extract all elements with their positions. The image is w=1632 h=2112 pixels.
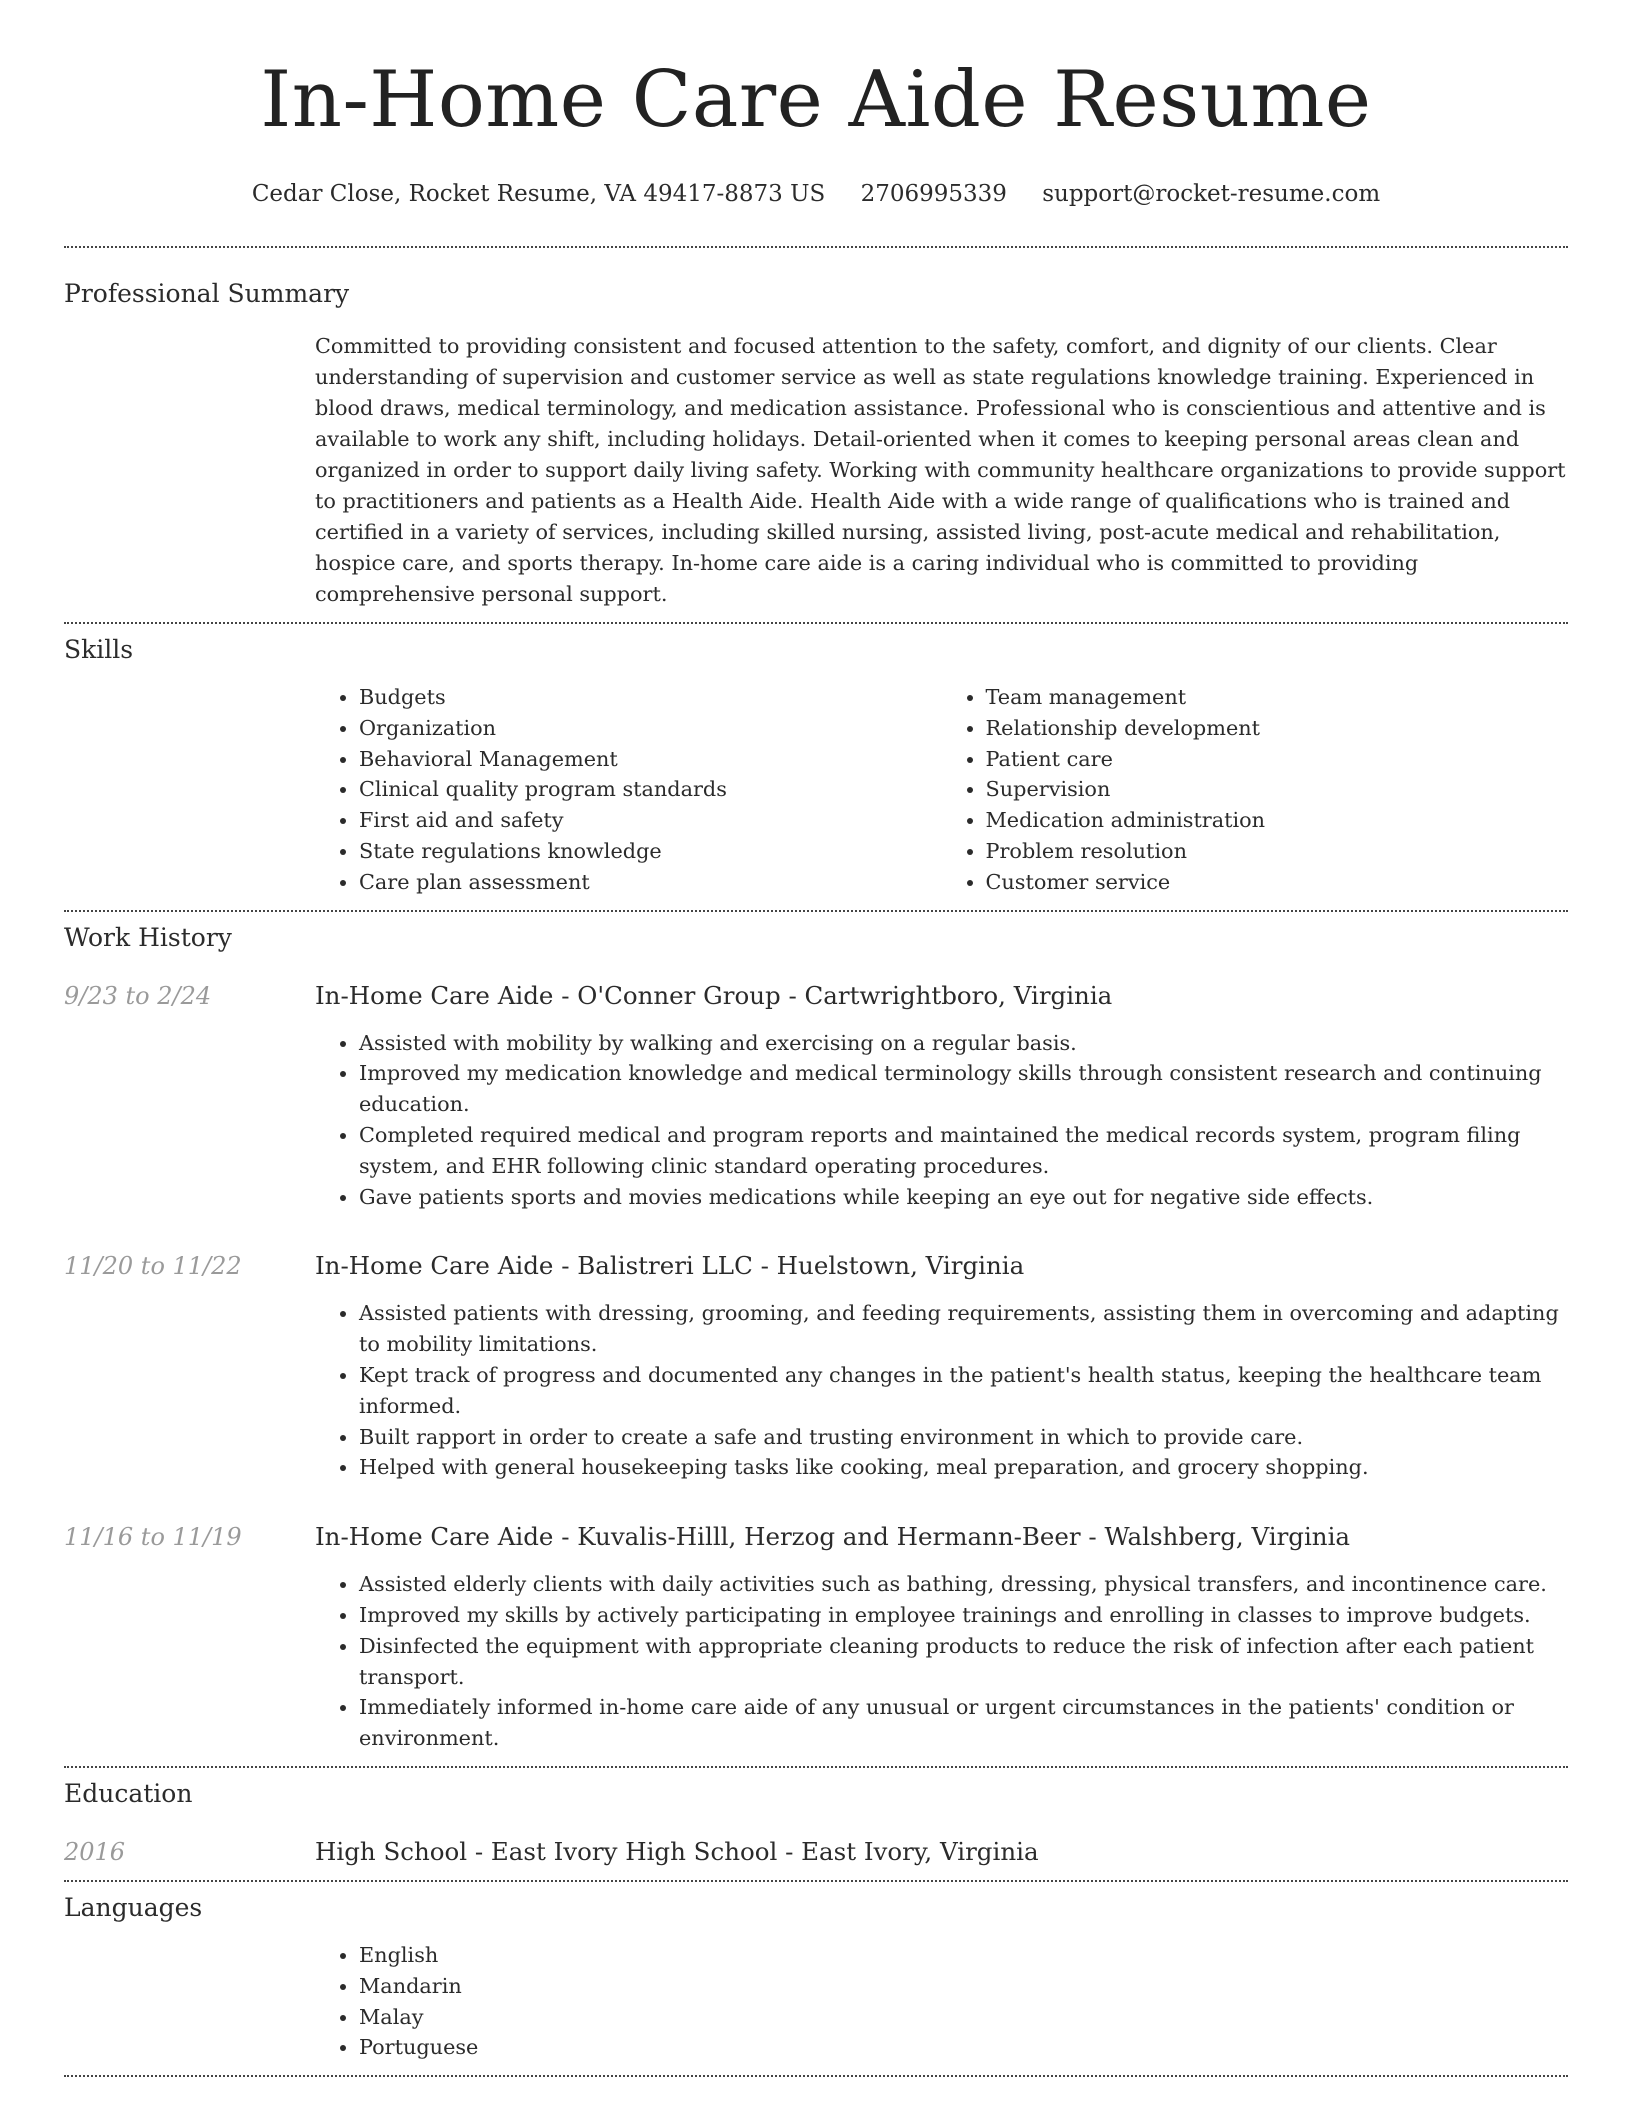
email: support@rocket-resume.com — [1042, 181, 1381, 207]
skill-item: • Problem resolution — [986, 836, 1569, 867]
section-heading-skills: Skills — [64, 635, 134, 664]
summary-section — [64, 248, 1568, 622]
skills-section — [64, 624, 1568, 910]
job-title: In-Home Care Aide - Kuvalis-Hilll, Herzog and Hermann-Beer - Walshberg, Virginia — [315, 1522, 1351, 1552]
language-item: • English — [359, 1940, 1568, 1971]
address: Cedar Close, Rocket Resume, VA 49417-8873 US — [251, 181, 826, 207]
education-section — [64, 1768, 1568, 1880]
job-bullets — [315, 1028, 1568, 1213]
skill-item: • Budgets — [359, 682, 942, 713]
job-bullets — [315, 1569, 1568, 1754]
job-title: In-Home Care Aide - Balistreri LLC - Huelstown, Virginia — [315, 1251, 1025, 1281]
job-bullet: • Improved my medication knowledge and medical terminology skills through consistent research and continuing education. — [359, 1058, 1568, 1120]
job-dates: 11/20 to 11/22 — [64, 1252, 242, 1281]
languages-section — [64, 1882, 1568, 2075]
skill-item: • Supervision — [986, 774, 1569, 805]
job-bullet: • Completed required medical and program reports and maintained the medical records system, program filing system, and EHR following clinic standard operating procedures. — [359, 1120, 1568, 1182]
language-item: • Malay — [359, 2002, 1568, 2033]
skill-item: • Customer service — [986, 867, 1569, 898]
skill-item: • Clinical quality program standards — [359, 774, 942, 805]
skill-item: • Relationship development — [986, 713, 1569, 744]
skill-item: • Patient care — [986, 744, 1569, 775]
divider — [64, 2075, 1568, 2077]
section-heading-languages: Languages — [64, 1892, 203, 1922]
job-bullet: • Assisted with mobility by walking and exercising on a regular basis. — [359, 1028, 1568, 1059]
contact-line — [64, 178, 1568, 210]
education-entry — [64, 1836, 1568, 1868]
skills-grid — [315, 682, 1568, 898]
resume-title: In-Home Care Aide Resume — [260, 55, 1372, 145]
job-entry — [64, 980, 1568, 1213]
job-title: In-Home Care Aide - O'Conner Group - Cartwrightboro, Virginia — [315, 980, 1113, 1010]
job-bullet: • Kept track of progress and documented any changes in the patient's health status, keeping the healthcare team informed. — [359, 1360, 1568, 1422]
language-item: • Portuguese — [359, 2032, 1568, 2063]
job-bullet: • Disinfected the equipment with appropriate cleaning products to reduce the risk of infection after each patient transport. — [359, 1631, 1568, 1693]
skill-item: • Behavioral Management — [359, 744, 942, 775]
job-bullet: • Assisted patients with dressing, grooming, and feeding requirements, assisting them in overcoming and adapting to mobility limitations. — [359, 1298, 1568, 1360]
skill-item: • Care plan assessment — [359, 867, 942, 898]
education-degree: High School - East Ivory High School - East Ivory, Virginia — [315, 1836, 1039, 1866]
language-item: • Mandarin — [359, 1971, 1568, 2002]
skill-item: • State regulations knowledge — [359, 836, 942, 867]
section-heading-work-history: Work History — [64, 922, 232, 952]
skills-list-left — [315, 682, 942, 898]
job-entry — [64, 1250, 1568, 1483]
skill-item: • First aid and safety — [359, 805, 942, 836]
job-bullet: • Helped with general housekeeping tasks like cooking, meal preparation, and grocery shopping. — [359, 1452, 1568, 1483]
job-dates: 11/16 to 11/19 — [64, 1523, 242, 1552]
phone: 2706995339 — [860, 181, 1007, 207]
skills-list-right — [942, 682, 1569, 898]
skill-item: • Medication administration — [986, 805, 1569, 836]
job-bullets — [315, 1298, 1568, 1483]
job-entry — [64, 1521, 1568, 1754]
section-heading-summary: Professional Summary — [64, 279, 350, 308]
job-dates: 9/23 to 2/24 — [64, 981, 212, 1010]
skill-item: • Team management — [986, 682, 1569, 713]
languages-list — [315, 1940, 1568, 2063]
education-year: 2016 — [64, 1837, 126, 1866]
summary-text: Committed to providing consistent and focused attention to the safety, comfort, and dignity of our clients. Clear understanding of supervision and customer service as well as state regulations knowledge training. Experienced in blood draws, medical terminology, and medication assistance. Professional who is conscientious and attentive and is available to work any shift, including holidays. Detail-oriented when it comes to keeping personal areas clean and organized in order to support daily living safety. Working with community healthcare organizations to provide support to practitioners and patients as a Health Aide. Health Aide with a wide range of qualifications who is trained and certified in a variety of services, including skilled nursing, assisted living, post-acute medical and rehabilitation, hospice care, and sports therapy. In-home care aide is a caring individual who is committed to providing comprehensive personal support. — [315, 334, 1566, 606]
job-bullet: • Improved my skills by actively participating in employee trainings and enrolling in classes to improve budgets. — [359, 1600, 1568, 1631]
work-history-section — [64, 912, 1568, 1766]
job-bullet: • Built rapport in order to create a safe and trusting environment in which to provide care. — [359, 1422, 1568, 1453]
job-bullet: • Immediately informed in-home care aide of any unusual or urgent circumstances in the patients' condition or environment. — [359, 1692, 1568, 1754]
section-heading-education: Education — [64, 1778, 193, 1808]
skill-item: • Organization — [359, 713, 942, 744]
job-bullet: • Gave patients sports and movies medications while keeping an eye out for negative side effects. — [359, 1182, 1568, 1213]
job-bullet: • Assisted elderly clients with daily activities such as bathing, dressing, physical transfers, and incontinence care. — [359, 1569, 1568, 1600]
